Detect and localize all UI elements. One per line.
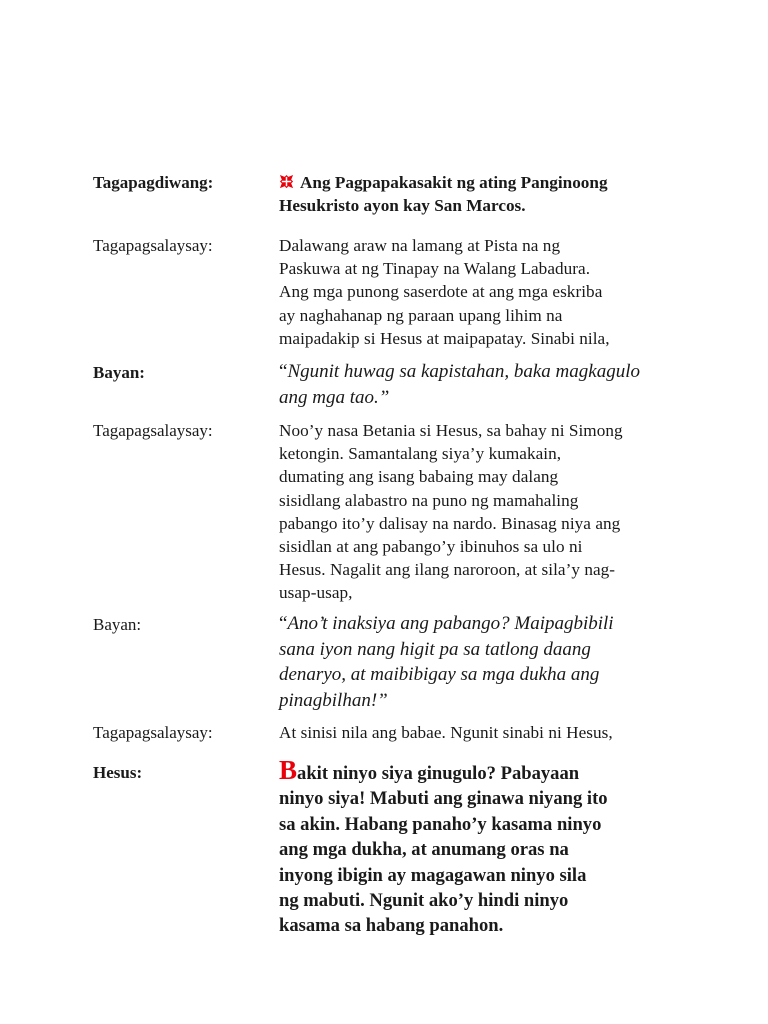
speaker-label: Tagapagsalaysay: [93, 723, 213, 742]
text-line: Ano’t inaksiya ang pabango? Maipagbibili [287, 613, 614, 634]
people-response [279, 359, 679, 410]
text-line: dumating ang isang babaing may dalang [279, 467, 559, 487]
text-line: ninyo siya! Mabuti ang ginawa niyang ito [279, 788, 608, 810]
text-line: Hesus. Nagalit ang ilang naroroon, at sila’y nag- [279, 560, 616, 580]
text-line: usap-usap, [279, 583, 353, 603]
text-line: sisidlang alabastro na puno ng mamahaling [279, 490, 579, 510]
text-line: Ngunit huwag sa kapistahan, baka magkagulo [287, 361, 640, 382]
text-line: ketongin. Samantalang siya’y kumakain, [279, 444, 562, 464]
text-line: Paskuwa at ng Tinapay na Walang Labadura. [279, 259, 591, 279]
text-line: pabango ito’y dalisay na nardo. Binasag niya ang [279, 513, 621, 533]
speaker-label: Tagapagsalaysay: [93, 236, 213, 255]
reading-title [279, 171, 679, 217]
speaker-label: Tagapagsalaysay: [93, 421, 213, 440]
text-line: ay naghahanap ng paraan upang lihim na [279, 305, 563, 325]
text-line: inyong ibigin ay magagawan ninyo sila [279, 864, 587, 886]
text-line: ng mabuti. Ngunit ako’y hindi ninyo [279, 890, 569, 912]
speaker-label: Hesus: [93, 763, 143, 782]
people-response [279, 611, 679, 713]
text-line: sisidlan at ang pabango’y ibinuhos sa ulo ni [279, 537, 583, 557]
narration-text [279, 234, 679, 350]
narration-text [279, 419, 679, 605]
text-line: akit ninyo siya ginugulo? Pabayaan [297, 763, 580, 784]
open-quote: “ [279, 613, 288, 634]
open-quote: “ [279, 361, 288, 382]
text-line: pinagbilhan!” [279, 689, 388, 711]
drop-cap-letter: B [279, 755, 298, 785]
text-line: ang mga tao.” [279, 386, 390, 408]
text-line: At sinisi nila ang babae. Ngunit sinabi ni Hesus, [279, 723, 613, 742]
red-cross-icon [279, 174, 294, 189]
title-line: Hesukristo ayon kay San Marcos. [279, 196, 526, 215]
text-line: sana iyon nang higit pa sa tatlong daang [279, 638, 591, 660]
narration-text [279, 721, 679, 744]
text-line: kasama sa habang panahon. [279, 915, 504, 937]
text-line: Dalawang araw na lamang at Pista na ng [279, 236, 561, 255]
speaker-label: Bayan: [93, 363, 145, 382]
text-line: sa akin. Habang panaho’y kasama ninyo [279, 813, 602, 835]
text-line: maipadakip si Hesus at maipapatay. Sinabi nila, [279, 328, 610, 348]
text-line: Ang mga punong saserdote at ang mga eskriba [279, 282, 603, 302]
speaker-label: Tagapagdiwang: [93, 173, 214, 192]
text-line: Noo’y nasa Betania si Hesus, sa bahay ni Simong [279, 421, 623, 440]
text-line: ang mga dukha, at anumang oras na [279, 839, 569, 861]
speaker-label: Bayan: [93, 615, 142, 634]
jesus-words [279, 755, 699, 939]
title-line: Ang Pagpapakasakit ng ating Panginoong [300, 173, 608, 192]
text-line: denaryo, at maibibigay sa mga dukha ang [279, 664, 600, 685]
